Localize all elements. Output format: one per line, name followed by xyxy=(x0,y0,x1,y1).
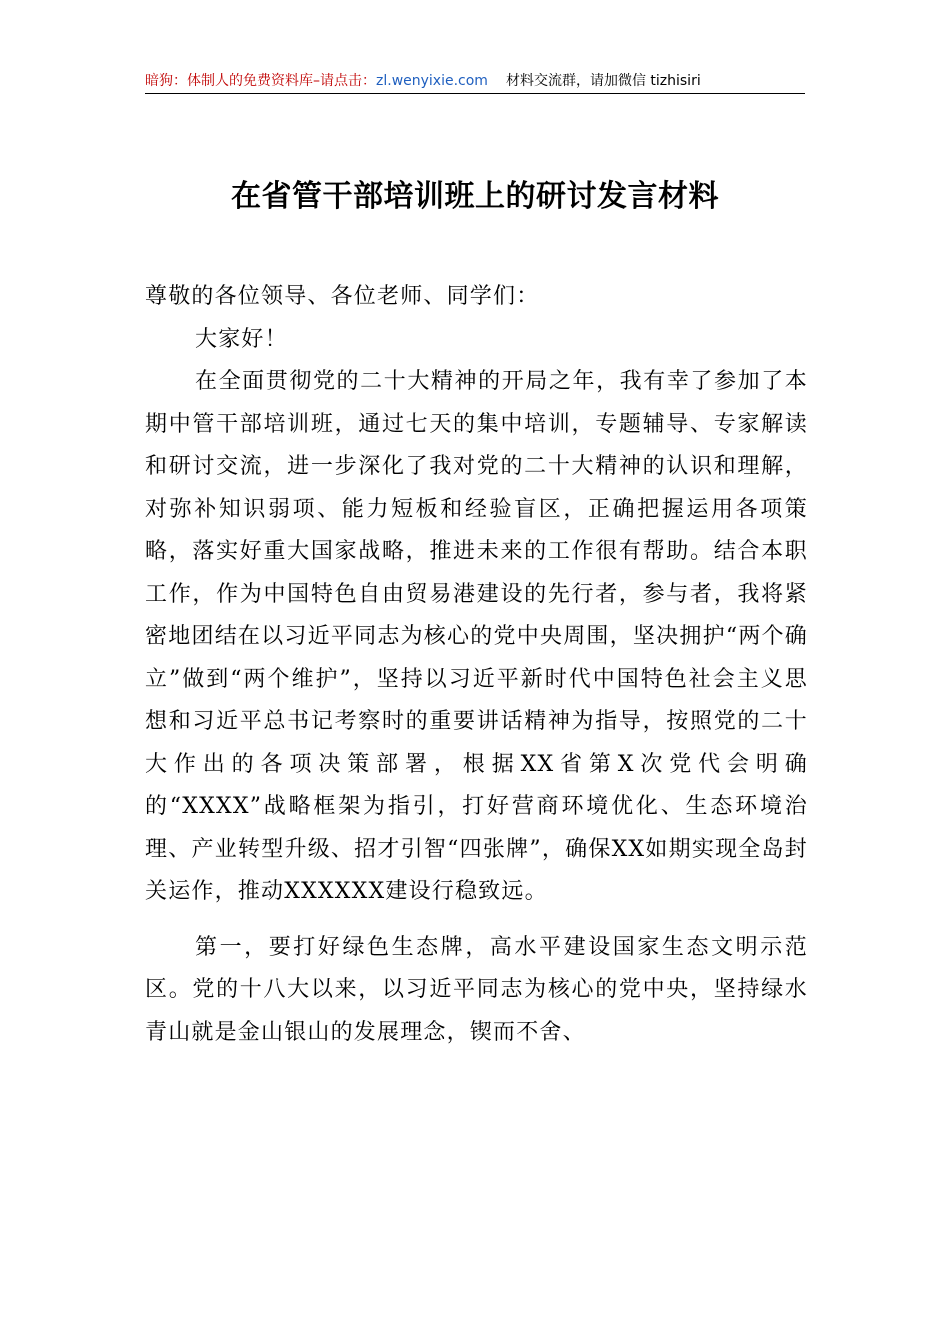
header-link[interactable]: zl.wenyixie.com xyxy=(376,73,488,89)
document-title: 在省管干部培训班上的研讨发言材料 xyxy=(231,179,719,214)
paragraph: 在全面贯彻党的二十大精神的开局之年，我有幸了参加了本期中管干部培训班，通过七天的集中培训，专题辅导、专家解读和研讨交流，进一步深化了我对党的二十大精神的认识和理解，对弥补知识弱项、能力短板和经验盲区，正确把握运用各项策略，落实好重大国家战略，推进未来的工作很有帮助。结合本职工作，作为中国特色自由贸易港建设的先行者，参与者，我将紧密地团结在以习近平同志为核心的党中央周围，坚决拥护“两个确立”做到“两个维护”，坚持以习近平新时代中国特色社会主义思想和习近平总书记考察时的重要讲话精神为指导，按照党的二十大作出的各项决策部署，根据XX省第X次党代会明确的“XXXX”战略框架为指引，打好营商环境优化、生态环境治理、产业转型升级、招才引智“四张牌”，确保XX如期实现全岛封关运作，推动XXXXXX建设行稳致远。 xyxy=(145,369,808,904)
greeting: 大家好！ xyxy=(195,326,288,352)
header-prompt: –请点击： xyxy=(313,73,376,89)
salutation: 尊敬的各位领导、各位老师、同学们： xyxy=(145,284,540,309)
header-contact: 材料交流群，请加微信 tizhisiri xyxy=(505,73,701,89)
header-brand: 暗狗：体制人的免费资料库 xyxy=(145,73,313,89)
page-header xyxy=(145,70,805,94)
document-body xyxy=(145,276,808,1054)
header-divider xyxy=(145,93,805,94)
paragraph: 第一，要打好绿色生态牌，高水平建设国家生态文明示范区。党的十八大以来，以习近平同志为核心的党中央，坚持绿水青山就是金山银山的发展理念，锲而不舍、 xyxy=(145,934,808,1045)
